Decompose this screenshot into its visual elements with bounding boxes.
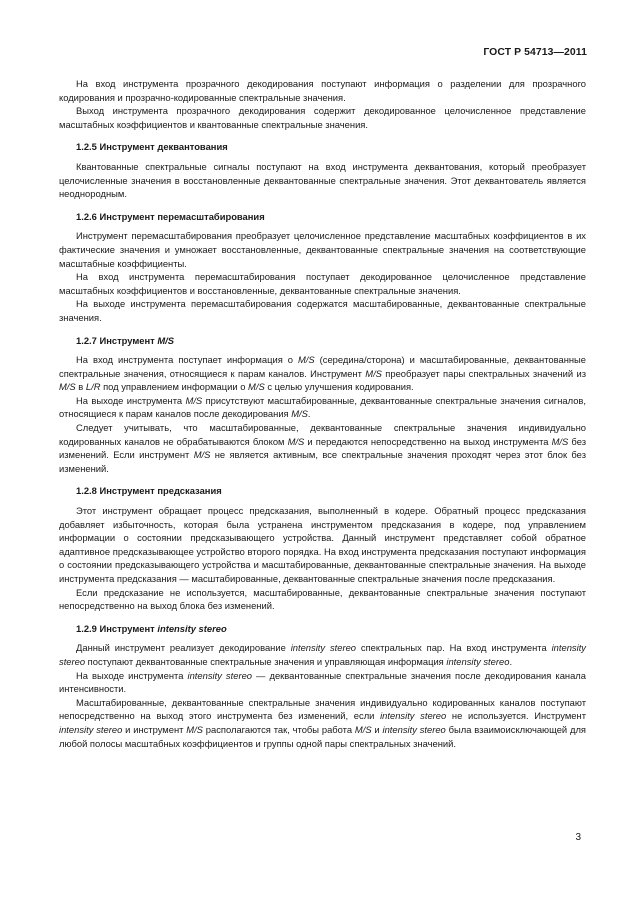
term-intensity-stereo: intensity stereo: [382, 723, 446, 735]
section-heading-1-2-8: 1.2.8 Инструмент предсказания: [76, 485, 222, 497]
paragraph: Этот инструмент обращает процесс предсказания, выполненный в кодере. Обратный процесс предсказания добавляет избыточность, которая была устранена инструментом предсказания в кодере, под управлением информации о состоянии предсказывающего устройства. Данный инструмент представляет собой обратное адаптивное предсказывающее устройство второго порядка. На вход инструмента предсказания поступают информация о состоянии предсказывающего устройства и масштабированные, деквантованные спектральные значения. На выходе инструмента предсказания — масштабированные, деквантованные спектральные значения после предсказания.: [59, 505, 586, 584]
paragraph: [59, 669, 586, 696]
paragraph: Выход инструмента прозрачного декодирования содержит декодированное целочисленное представление масштабных коэффициентов и квантованные спектральные значения.: [59, 105, 586, 130]
term-intensity-stereo: intensity stereo: [446, 655, 510, 667]
paragraph: На вход инструмента перемасштабирования поступает декодированное целочисленное представление масштабных коэффициентов и восстановленные, деквантованные спектральные значения.: [59, 271, 586, 296]
paragraph: [59, 421, 586, 475]
term-intensity-stereo: intensity stereo: [59, 642, 586, 667]
term-ms: M/S: [291, 408, 308, 420]
standard-header: ГОСТ Р 54713—2011: [483, 47, 587, 58]
text-run: На выходе инструмента: [76, 394, 186, 406]
text-run: Следует учитывать, что масштабированные, деквантованные спектральные значения индивидуально кодированных каналов не обрабатываются блоком: [59, 422, 586, 447]
page-number: 3: [575, 832, 581, 843]
heading-text: 1.2.7 Инструмент: [76, 334, 158, 346]
term-ms: M/S: [297, 354, 315, 366]
section-heading-1-2-9: [59, 622, 586, 636]
text-run: с целью улучшения кодирования.: [264, 381, 414, 393]
text-run: Данный инструмент реализует декодирование: [76, 642, 291, 654]
term-intensity-stereo: intensity stereo: [380, 710, 447, 722]
paragraph: Квантованные спектральные сигналы поступают на вход инструмента деквантования, который преобразует целочисленные значения в восстановленные деквантованные спектральные значения. Этот деквантователь является неоднородным.: [59, 160, 586, 200]
heading-term: M/S: [157, 334, 175, 346]
term-ms: M/S: [551, 435, 569, 447]
paragraph: [59, 353, 586, 394]
text-run: без изменений. Если инструмент: [59, 435, 586, 461]
text-run: На выходе инструмента: [76, 669, 188, 681]
text-run: спектральных пар. На вход инструмента: [356, 642, 552, 654]
paragraph: [59, 394, 586, 421]
term-ms: M/S: [59, 381, 76, 393]
term-ms: M/S: [186, 723, 203, 735]
term-ms: M/S: [248, 381, 265, 393]
text-run: не является активным, все спектральные значения проходят через этот блок без изменений.: [59, 449, 586, 474]
text-run: под управлением информации о: [100, 381, 249, 393]
document-body: [59, 77, 586, 750]
term-intensity-stereo: intensity stereo: [187, 669, 252, 681]
paragraph: [59, 641, 586, 668]
text-run: .: [509, 655, 513, 667]
term-intensity-stereo: intensity stereo: [290, 642, 357, 654]
paragraph: На выходе инструмента перемасштабирования содержатся масштабированные, деквантованные спектральные значения.: [59, 298, 586, 323]
paragraph: На вход инструмента прозрачного декодирования поступают информация о разделении для прозрачного кодирования и прозрачно-кодированные спектральные значения.: [59, 78, 586, 103]
heading-term: intensity stereo: [157, 622, 227, 634]
section-heading-1-2-5: 1.2.5 Инструмент деквантования: [76, 141, 228, 153]
text-run: в: [75, 381, 86, 393]
heading-text: 1.2.9 Инструмент: [76, 622, 158, 634]
text-run: и передаются непосредственно на выход инструмента: [304, 435, 552, 447]
term-ms: M/S: [185, 394, 203, 406]
paragraph: Инструмент перемасштабирования преобразует целочисленное представление масштабных коэффициентов в их фактические значения и умножает восстановленные, деквантованные спектральные значения на соответствующие масштабные коэффициенты.: [59, 230, 586, 269]
term-ms: M/S: [193, 449, 211, 461]
section-heading-1-2-7: [59, 334, 586, 348]
text-run: На вход инструмента поступает информация о: [76, 354, 298, 366]
term-lr: L/R: [85, 381, 101, 393]
term-ms: M/S: [287, 435, 305, 447]
text-run: (середина/сторона) и масштабированные, деквантованные спектральные значения, относящиеся к парам каналов. Инструмент: [59, 354, 587, 379]
term-intensity-stereo: intensity stereo: [59, 723, 123, 735]
term-ms: M/S: [354, 723, 372, 735]
text-run: была взаимоисключающей для любой полосы масштабных коэффициентов и группы одной пары спектральных значений.: [59, 723, 586, 749]
term-ms: M/S: [365, 367, 382, 379]
text-run: располагаются так, чтобы работа: [202, 723, 355, 735]
text-run: преобразует пары спектральных значений из: [381, 367, 586, 379]
paragraph: [59, 696, 586, 750]
text-run: и: [371, 723, 383, 735]
text-run: .: [307, 408, 311, 420]
text-run: поступают деквантованные спектральные значения и управляющая информация: [85, 655, 447, 667]
text-run: Масштабированные, деквантованные спектральные значения индивидуально кодированных каналов поступают непосредственно на выход этого инструмента без изменений, если: [59, 696, 586, 722]
text-run: присутствуют масштабированные, деквантованные спектральные значения сигналов, относящиеся к парам каналов после декодирования: [59, 394, 586, 420]
paragraph: Если предсказание не используется, масштабированные, деквантованные спектральные значения поступают непосредственно на выход блока без изменений.: [59, 586, 586, 612]
section-heading-1-2-6: 1.2.6 Инструмент перемасштабирования: [76, 210, 265, 222]
text-run: и инструмент: [122, 723, 187, 735]
text-run: — деквантованные спектральные значения после декодирования канала интенсивности.: [59, 669, 586, 695]
text-run: не используется. Инструмент: [446, 710, 586, 722]
